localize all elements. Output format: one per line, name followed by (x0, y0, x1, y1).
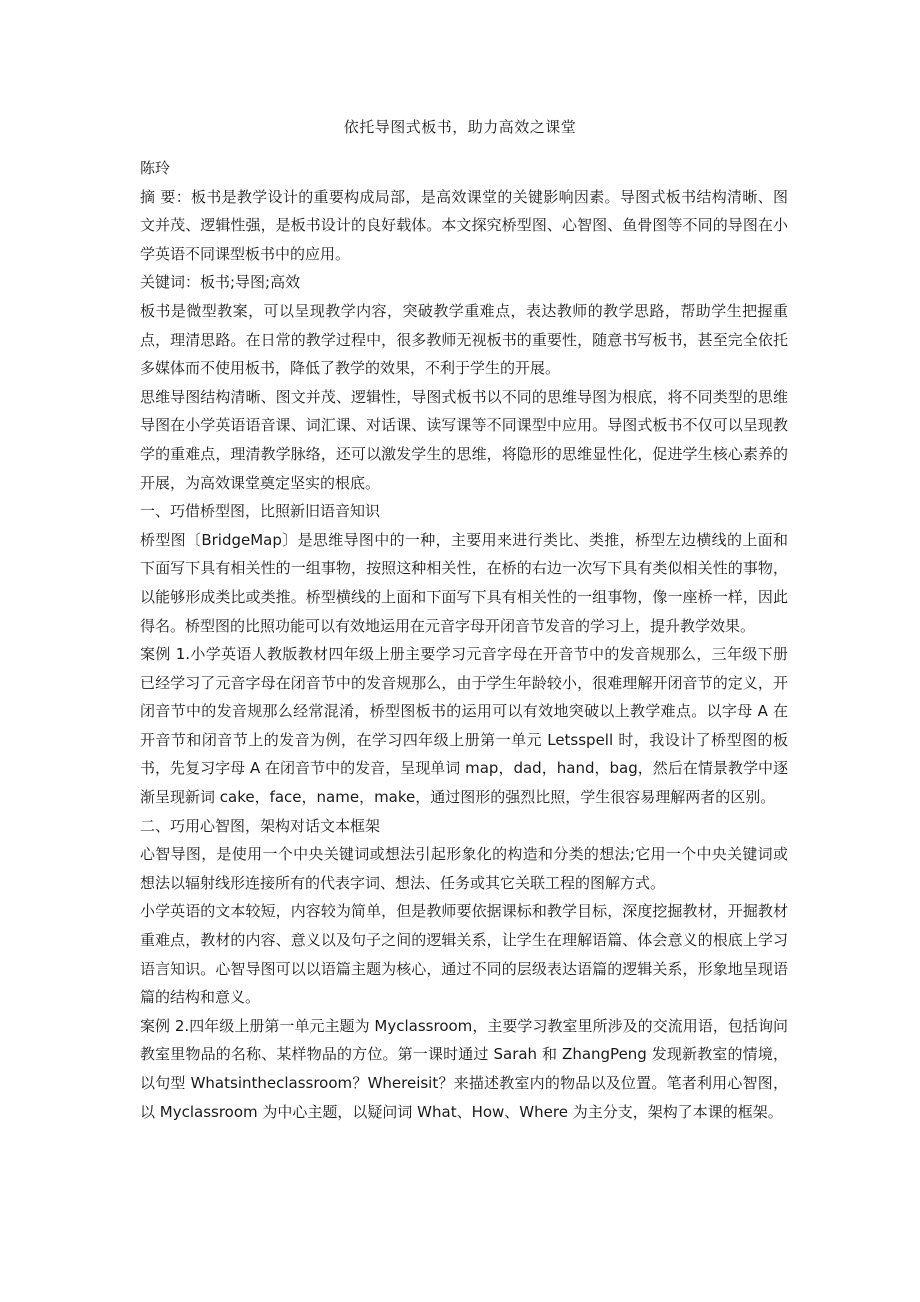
author-name: 陈玲 (140, 159, 171, 177)
document-title: 依托导图式板书，助力高效之课堂 (343, 118, 577, 136)
body-paragraph: 板书是微型教案，可以呈现教学内容，突破教学重难点，表达教师的教学思路，帮助学生把握重点，理清思路。在日常的教学过程中，很多教师无视板书的重要性，随意书写板书，甚至完全依托多媒体而不使用板书，降低了教学的效果，不利于学生的开展。 (140, 301, 788, 378)
keywords-paragraph: 关键词：板书;导图;高效 (140, 273, 301, 292)
abstract-paragraph: 摘 要：板书是教学设计的重要构成局部，是高效课堂的关键影响因素。导图式板书结构清晰、图文并茂、逻辑性强，是板书设计的良好载体。本文探究桥型图、心智图、鱼骨图等不同的导图在小学英语不同课型板书中的应用。 (140, 187, 788, 263)
section-heading-2: 二、巧用心智图，架构对话文本框架 (140, 816, 381, 835)
section-heading-1: 一、巧借桥型图，比照新旧语音知识 (140, 502, 381, 521)
body-paragraph: 桥型图〔BridgeMap〕是思维导图中的一种，主要用来进行类比、类推，桥型左边横线的上面和下面写下具有相关性的一组事物，按照这种相关性，在桥的右边一次写下具有类似相关性的事物，以能够形成类比或类推。桥型横线的上面和下面写下具有相关性的一组事物，像一座桥一样，因此得名。桥型图的比照功能可以有效地运用在元音字母开闭音节发音的学习上，提升教学效果。 (140, 530, 788, 635)
body-paragraph: 心智导图，是使用一个中央关键词或想法引起形象化的构造和分类的想法;它用一个中央关键词或想法以辐射线形连接所有的代表字词、想法、任务或其它关联工程的图解方式。 (140, 845, 788, 892)
document-body (140, 154, 788, 1126)
case-paragraph-1: 案例 1.小学英语人教版教材四年级上册主要学习元音字母在开音节中的发音规那么，三年级下册已经学习了元音字母在闭音节中的发音规那么，由于学生年龄较小，很难理解开闭音节的定义，开闭音节中的发音规那么经常混淆，桥型图板书的运用可以有效地突破以上教学难点。以字母 A 在开音节和闭音节上的发音为例，在学习四年级上册第一单元 Letsspell 时，我设计了桥型图的板书，先复习字母 A 在闭音节中的发音，呈现单词 map，dad，hand，bag，然后在情景教学中逐渐呈现新词 cake，face，name，make，通过图形的强烈比照，学生很容易理解两者的区别。 (140, 645, 788, 807)
body-paragraph: 小学英语的文本较短，内容较为简单，但是教师要依据课标和教学目标，深度挖掘教材，开掘教材重难点，教材的内容、意义以及句子之间的逻辑关系，让学生在理解语篇、体会意义的根底上学习语言知识。心智导图可以以语篇主题为核心，通过不同的层级表达语篇的逻辑关系，形象地呈现语篇的结构和意义。 (140, 902, 788, 1007)
body-paragraph: 思维导图结构清晰、图文并茂、逻辑性，导图式板书以不同的思维导图为根底，将不同类型的思维导图在小学英语语音课、词汇课、对话课、读写课等不同课型中应用。导图式板书不仅可以呈现教学的重难点，理清教学脉络，还可以激发学生的思维，将隐形的思维显性化，促进学生核心素养的开展，为高效课堂奠定坚实的根底。 (140, 387, 788, 492)
case-paragraph-2: 案例 2.四年级上册第一单元主题为 Myclassroom，主要学习教室里所涉及的交流用语，包括询问教室里物品的名称、某样物品的方位。第一课时通过 Sarah 和 ZhangPeng 发现新教室的情境，以句型 Whatsintheclassroom？Whereisit？来描述教室内的物品以及位置。笔者利用心智图，以 Myclassroom 为中心主题，以疑问词 What、How、Where 为主分支，架构了本课的框架。 (140, 1016, 788, 1121)
